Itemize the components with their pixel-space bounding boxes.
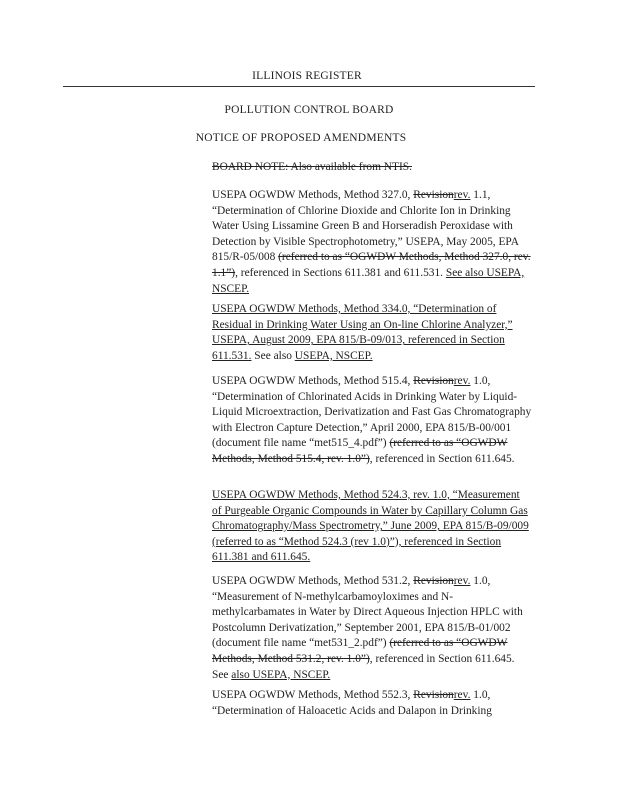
paragraph-method-327: [212, 188, 532, 297]
paragraph-method-531: [212, 574, 532, 683]
paragraph-text: [212, 188, 532, 297]
board-title: POLLUTION CONTROL BOARD: [224, 104, 394, 116]
body-text: USEPA OGWDW Methods, Method 531.2,: [212, 575, 414, 587]
body-text: USEPA OGWDW Methods, Method 327.0,: [212, 189, 414, 201]
body-text: 1.1, “Determination of Chlorine Dioxide and Chlorite Ion in Drinking Water Using Lissamine Green B and Horseradish Peroxidase with Detection by Visible Spectrophotometry,” USEPA, May 2005, EPA 815/R-05/008: [212, 189, 519, 264]
body-text: See also: [251, 349, 295, 362]
deleted-text: (referred to as “OGWDW Methods, Method 515.4, rev. 1.0”): [212, 437, 508, 465]
deleted-text: Revision: [413, 375, 454, 387]
deleted-text: Revision: [413, 189, 454, 201]
inserted-text: rev.: [453, 575, 471, 587]
body-text: 1.0, “Determination of Chlorinated Acids in Drinking Water by Liquid-Liquid Microextraction, Derivatization and Fast Gas Chromatography with Electron Capture Detection,” April 2000, EPA 815/B-00/001 (document file name “met515_4.pdf”): [212, 375, 532, 450]
paragraph-text: [212, 488, 532, 566]
header-rule: [63, 86, 535, 87]
deleted-text: (referred to as “OGWDW Methods, Method 531.2, rev. 1.0”): [212, 637, 508, 665]
body-text: , referenced in Sections 611.381 and 611.531.: [235, 266, 446, 279]
inserted-text: USEPA OGWDW Methods, Method 334.0, “Determination of Residual in Drinking Water Using an On-line Chlorine Analyzer,” USEPA, August 2009, EPA 815/B-09/013, referenced in Section 611.531.: [212, 303, 513, 362]
paragraph-method-515: [212, 374, 532, 468]
inserted-text: rev.: [453, 189, 471, 201]
body-text: , referenced in Section 611.645.: [369, 452, 515, 465]
paragraph-text: [212, 688, 532, 719]
body-text: , referenced in Section 611.645. See: [212, 652, 515, 681]
paragraph-method-524: [212, 488, 532, 566]
inserted-text: USEPA OGWDW Methods, Method 524.3, rev. 1.0, “Measurement of Purgeable Organic Compounds in Water by Capillary Column Gas Chromatography/Mass Spectrometry,” June 2009, EPA 815/B-09/009 (referred to as “Method 524.3 (rev 1.0)”), referenced in Section 611.381 and 611.645.: [212, 489, 529, 564]
paragraph-text: [212, 374, 532, 468]
notice-title: NOTICE OF PROPOSED AMENDMENTS: [195, 132, 407, 144]
inserted-text: See also USEPA, NSCEP.: [212, 266, 525, 295]
inserted-text: rev.: [453, 689, 471, 701]
paragraph-text: [212, 302, 532, 364]
deleted-text: Revision: [413, 689, 454, 701]
body-text: 1.0, “Determination of Haloacetic Acids and Dalapon in Drinking: [212, 689, 492, 717]
paragraph-board-note: [212, 160, 532, 176]
inserted-text: USEPA, NSCEP.: [294, 349, 373, 362]
body-text: 1.0, “Measurement of N-methylcarbamoyloximes and N-methylcarbamates in Water by Direct Aqueous Injection HPLC with Postcolumn Derivatization,” September 2001, EPA 815/B-01/002 (document file name “met531_2.pdf”): [212, 575, 523, 650]
inserted-text: rev.: [453, 375, 471, 387]
paragraph-method-334: [212, 302, 532, 364]
paragraph-method-552: [212, 688, 532, 719]
deleted-text: BOARD NOTE: Also available from NTIS.: [212, 161, 412, 173]
body-text: USEPA OGWDW Methods, Method 515.4,: [212, 375, 414, 387]
register-title: ILLINOIS REGISTER: [252, 70, 362, 82]
body-text: USEPA OGWDW Methods, Method 552.3,: [212, 689, 414, 701]
inserted-text: also USEPA, NSCEP.: [231, 668, 331, 681]
deleted-text: Revision: [413, 575, 454, 587]
deleted-text: (referred to as “OGWDW Methods, Method 327.0, rev. 1.1”): [212, 251, 531, 279]
paragraph-text: [212, 160, 532, 176]
paragraph-text: [212, 574, 532, 683]
